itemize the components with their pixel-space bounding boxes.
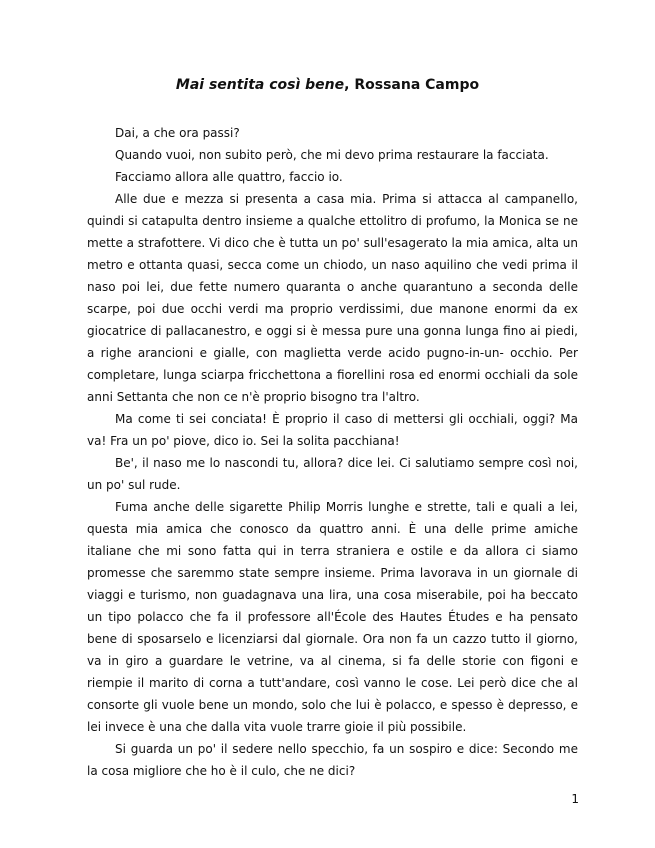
paragraph: Si guarda un po' il sedere nello specchio, fa un sospiro e dice: Secondo me la cosa migliore che ho è il culo, che ne dici? <box>87 742 578 778</box>
paragraph: Quando vuoi, non subito però, che mi devo prima restaurare la facciata. <box>115 148 549 162</box>
text-body <box>87 122 578 782</box>
paragraph: Be', il naso me lo nascondi tu, allora? dice lei. Ci salutiamo sempre così noi, un po' sul rude. <box>87 456 578 492</box>
paragraph: Facciamo allora alle quattro, faccio io. <box>115 170 343 184</box>
paragraph: Alle due e mezza si presenta a casa mia. Prima si attacca al campanello, quindi si catapulta dentro insieme a qualche ettolitro di profumo, la Monica se ne mette a strafottere. Vi dico che è tutta un po' sull'esagerato la mia amica, alta un metro e ottanta quasi, secca come un chiodo, un naso aquilino che vedi prima il naso poi lei, due fette numero quaranta o anche quarantuno a seconda delle scarpe, poi due occhi verdi ma proprio verdissimi, due manone enormi da ex giocatrice di pallacanestro, e oggi si è messa pure una gonna lunga fino ai piedi, a righe arancioni e gialle, con maglietta verde acido pugno-in-un- occhio. Per completare, lunga sciarpa fricchettona a fiorellini rosa ed enormi occhiali da sole anni Settanta che non ce n'è proprio bisogno tra l'altro. <box>87 192 578 404</box>
paragraph: Dai, a che ora passi? <box>115 126 240 140</box>
page-number: 1 <box>571 792 579 806</box>
title-book-name: Mai sentita così bene <box>175 77 345 93</box>
paragraph: Ma come ti sei conciata! È proprio il caso di mettersi gli occhiali, oggi? Ma va! Fra un po' piove, dico io. Sei la solita pacchiana! <box>87 412 578 448</box>
paragraph: Fuma anche delle sigarette Philip Morris lunghe e strette, tali e quali a lei, questa mia amica che conosco da quattro anni. È una delle prime amiche italiane che mi sono fatta qui in terra straniera e ostile e da allora ci siamo promesse che saremmo state sempre insieme. Prima lavorava in un giornale di viaggi e turismo, non guadagnava una lira, una cosa miserabile, poi ha beccato un tipo polacco che fa il professore all'École des Hautes Études e ha pensato bene di sposarselo e licenziarsi dal giornale. Ora non fa un cazzo tutto il giorno, va in giro a guardare le vetrine, va al cinema, si fa delle storie con figoni e riempie il marito di corna a tutt'andare, così vanno le cose. Lei però dice che al consorte gli vuole bene un mondo, solo che lui è polacco, e spesso è depresso, e lei invece è una che dalla vita vuole trarre gioie il più possibile. <box>87 500 578 734</box>
title-author: , Rossana Campo <box>344 77 480 93</box>
page-title <box>0 76 655 94</box>
